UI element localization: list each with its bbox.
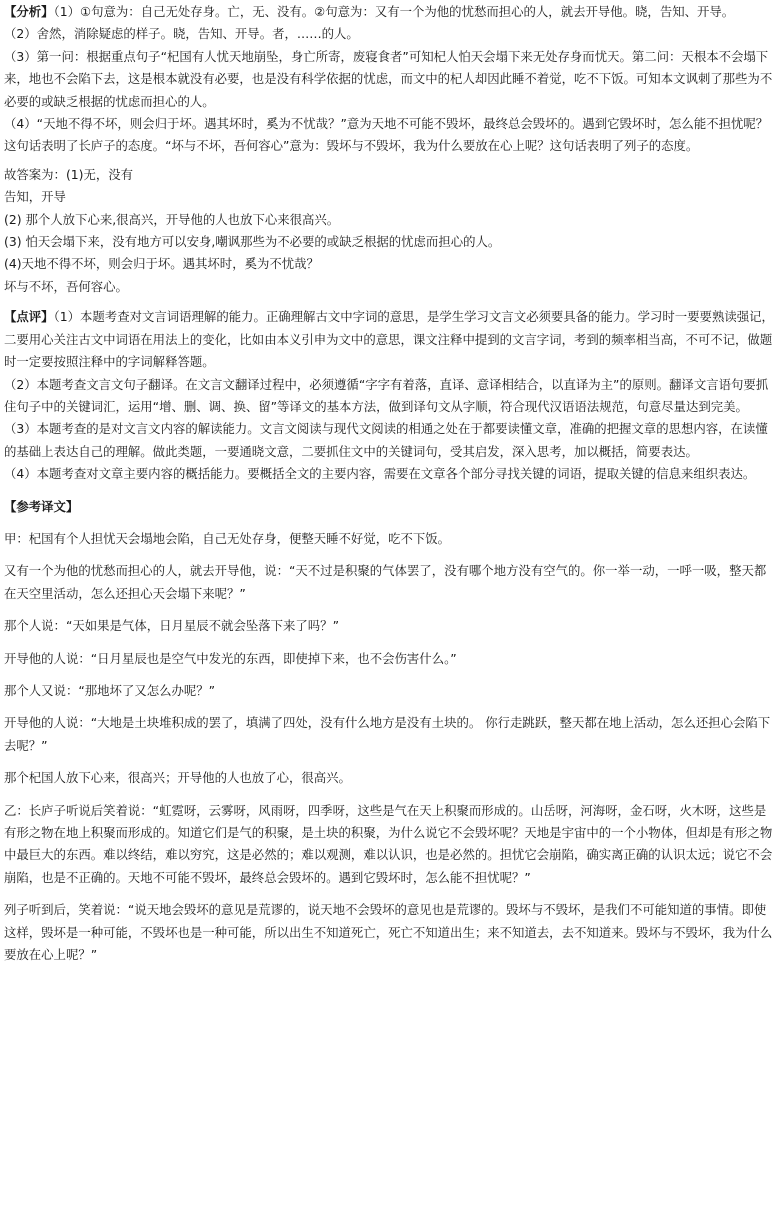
reference-paragraph: 又有一个为他的忧愁而担心的人，就去开导他，说：“天不过是积聚的气体罢了，没有哪个地方没有空气的。你一举一动，一呼一吸，整天都在天空里活动，怎么还担心天会塌下来呢？” [4,563,767,601]
answer-section [4,164,776,298]
reference-paragraph: 乙：长庐子听说后笑着说：“虹霓呀，云雾呀，风雨呀，四季呀，这些是气在天上积聚而形成的。山岳呀，河海呀，金石呀，火木呀，这些是有形之物在地上积聚而形成的。知道它们是气的积聚，是土块的积聚，为什么说它不会毁坏呢？天地是宇宙中的一个小物体，但却是有形之物中最巨大的东西。难以终结，难以穷究，这是必然的；难以观测，难以认识，也是必然的。担忧它会崩陷，确实离正确的认识太远；说它不会崩陷，也是不正确的。天地不可能不毁坏，最终总会毁坏的。遇到它毁坏时，怎么能不担忧呢？” [4,802,773,885]
answer-line-5: (4)天地不得不坏，则会归于坏。遇其坏时，奚为不忧哉？ [4,256,319,272]
reference-paragraph: 甲：杞国有个人担忧天会塌地会陷，自己无处存身，便整天睡不好觉，吃不下饭。 [4,530,451,546]
comment-item-1 [4,306,776,373]
analysis-item-4: （4）“天地不得不坏，则会归于坏。遇其坏时，奚为不忧哉？”意为天地不可能不毁坏，最终总会毁坏的。遇到它毁坏时，怎么能不担忧呢？这句话表明了长庐子的态度。“坏与不坏，吾何容心”意为：毁坏与不毁坏，我为什么要放在心上呢？这句话表明了列子的态度。 [4,116,769,154]
analysis-item-3: （3）第一问：根据重点句子“杞国有人忧天地崩坠，身亡所寄，废寝食者”可知杞人怕天会塌下来无处存身而忧天。第二问：天根本不会塌下来，地也不会陷下去，这是根本就没有必要，也是没有科学依据的忧虑，而文中的杞人却因此睡不着觉，吃不下饭。可知本文讽刺了那些为不必要的或缺乏根据的忧虑而担心的人。 [4,48,773,109]
answer-line-2: 告知，开导 [4,189,66,205]
analysis-label: 【分析】 [4,4,54,19]
reference-paragraph: 开导他的人说：“大地是土块堆积成的罢了，填满了四处，没有什么地方是没有土块的。 你行走跳跃，整天都在地上活动，怎么还担心会陷下去呢？” [4,715,771,753]
comment-item-2: （2）本题考查文言文句子翻译。在文言文翻译过程中，必须遵循“字字有着落，直译、意译相结合，以直译为主”的原则。翻译文言语句要抓住句子中的关键词汇，运用“增、删、调、换、留”等译文的基本方法，做到译句文从字顺，符合现代汉语语法规范，句意尽量达到完美。 [4,376,769,414]
analysis-item-2: （2）舍然，消除疑虑的样子。晓，告知、开导。者，……的人。 [4,26,359,42]
analysis-text-1: （1）①句意为：自己无处存身。亡，无、没有。②句意为：又有一个为他的忧愁而担心的人，就去开导他。晓，告知、开导。 [53,4,735,19]
comment-label: 【点评】 [4,309,54,325]
answer-line-4: (3) 怕天会塌下来，没有地方可以安身,嘲讽那些为不必要的或缺乏根据的忧虑而担心的人。 [4,234,501,250]
analysis-item-1 [4,1,776,23]
reference-title: 【参考译文】 [4,498,79,514]
reference-paragraph: 那个人又说：“那地坏了又怎么办呢？” [4,682,216,698]
comment-item-3: （3）本题考查的是对文言文内容的解读能力。文言文阅读与现代文阅读的相通之处在于都要读懂文章，准确的把握文章的思想内容，在读懂的基础上表达自己的理解。做此类题，一要通晓文意，二要抓住文中的关键词句，受其启发，深入思考，加以概括，简要表达。 [4,421,768,459]
answer-line-1: 故答案为：(1)无，没有 [4,166,134,182]
comment-text-1: （1）本题考查对文言词语理解的能力。正确理解古文中字词的意思，是学生学习文言文必须要具备的能力。学习时一要要熟读强记，二要用心关注古文中词语在用法上的变化，比如由本义引申为文中的意思，课文注释中提到的文言字词，考到的频率相当高，不可不记，做题时一定要按照注释中的字词解释答题。 [4,309,774,370]
reference-paragraph: 那个杞国人放下心来，很高兴；开导他的人也放了心，很高兴。 [4,770,351,786]
analysis-section [4,1,776,158]
answer-line-6: 坏与不坏，吾何容心。 [4,278,128,294]
reference-paragraph: 列子听到后，笑着说：“说天地会毁坏的意见是荒谬的，说天地不会毁坏的意见也是荒谬的。毁坏与不毁坏，是我们不可能知道的事情。即使这样，毁坏是一种可能，不毁坏也是一种可能，所以出生不知道死亡，死亡不知道出生；来不知道去，去不知道来。毁坏与不毁坏，我为什么要放在心上呢？” [4,902,773,963]
answer-line-3: (2) 那个人放下心来,很高兴，开导他的人也放下心来很高兴。 [4,211,340,227]
comment-section [4,306,776,485]
reference-paragraph: 开导他的人说：“日月星辰也是空气中发光的东西，即使掉下来，也不会伤害什么。” [4,650,457,666]
reference-translation-section [4,496,776,967]
comment-item-4: （4）本题考查对文章主要内容的概括能力。要概括全文的主要内容，需要在文章各个部分寻找关键的词语，提取关键的信息来组织表达。 [4,466,756,482]
reference-paragraph: 那个人说：“天如果是气体，日月星辰不就会坠落下来了吗？” [4,618,339,634]
